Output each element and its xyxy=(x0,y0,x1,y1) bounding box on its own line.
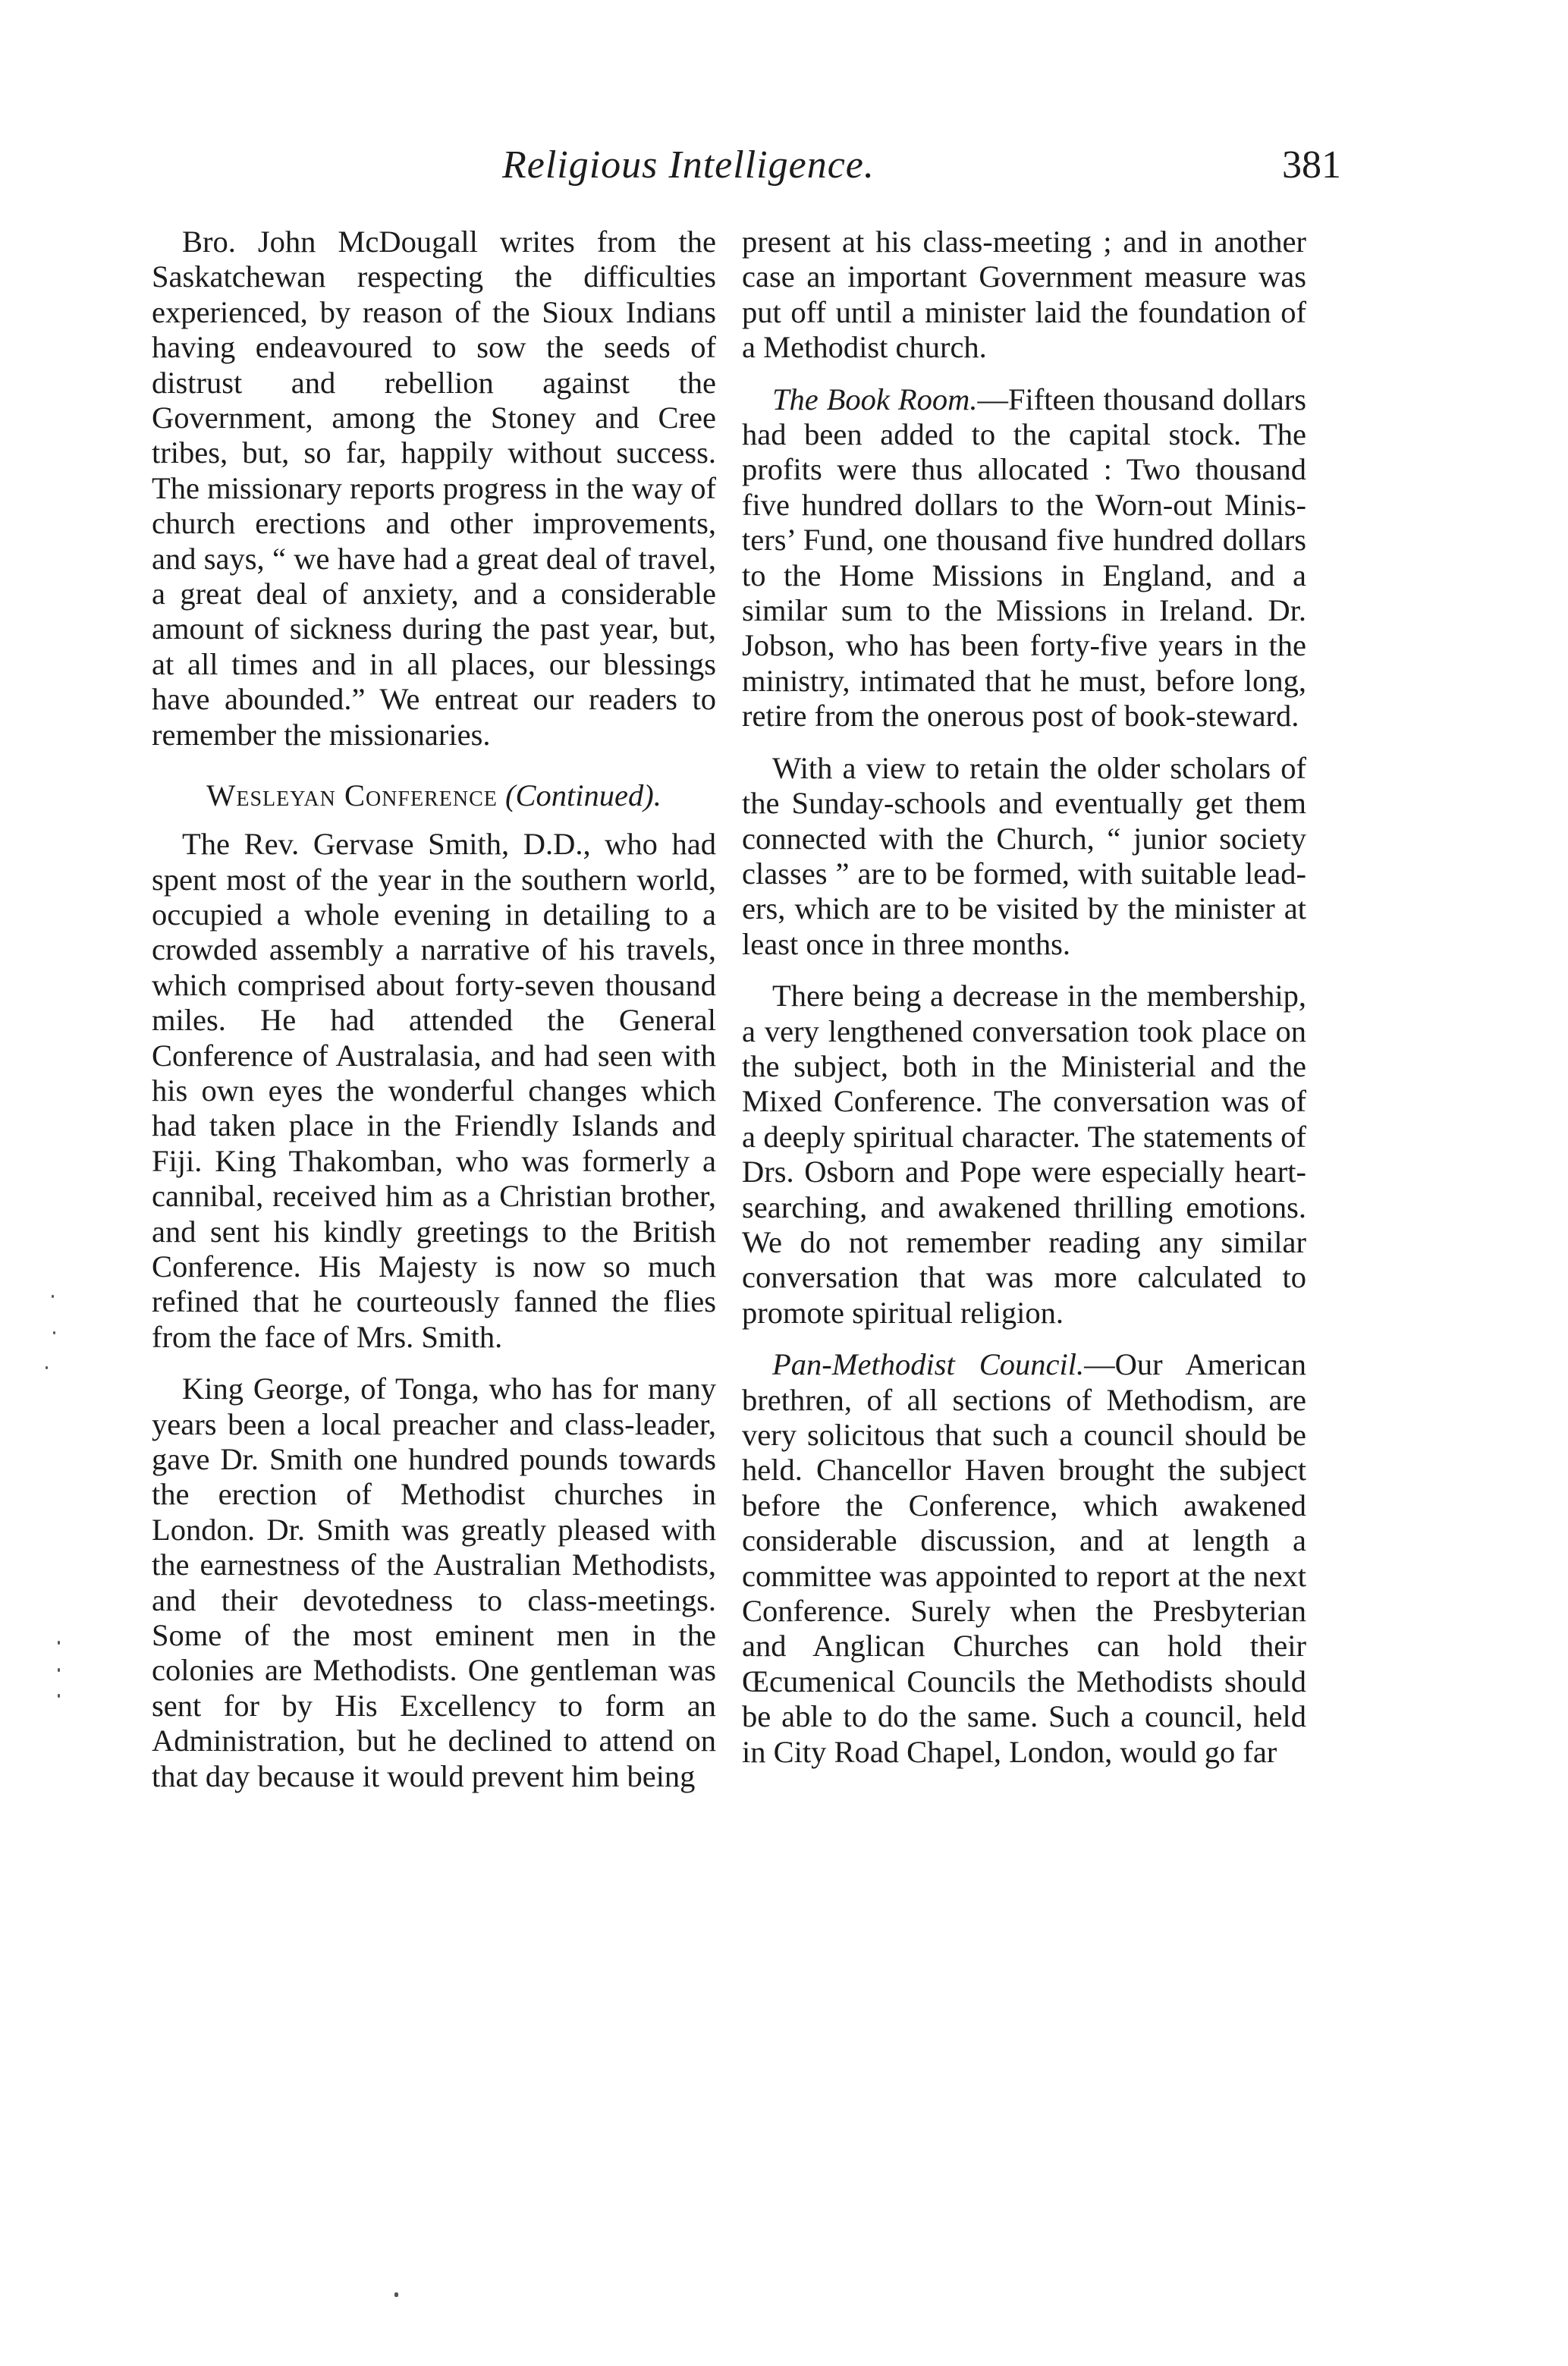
paragraph-gervase-smith: The Rev. Gervase Smith, D.D., who had spent most of the year in the southern world, occupied a whole evening in detailing to a crowded assembly a narrative of his travels, which comprised about forty-seven thousand miles. He had attended the General Conference of Australasia, and had seen with his own eyes the wonderful changes which had taken place in the Friendly Islands and Fiji. King Thakomban, who was formerly a cannibal, received him as a Christian brother, and sent his kindly greetings to the British Conference. His Majesty is now so much refined that he courteously fanned the flies from the face of Mrs. Smith. xyxy=(152,827,716,1354)
lead-in-pan-methodist: Pan-Methodist Council. xyxy=(772,1347,1085,1382)
paragraph-pan-methodist-body: —Our American brethren, of all sections of Methodism, are very solicitous that such a council should be held. Chancellor Haven brought the subject before the Conference, which awakened considerable discussion, and at length a committee was appointed to report at the next Conference. Surely when the Presbyterian and Anglican Churches can hold their Œcumenical Councils the Methodists should be able to do the same. Such a council, held in City Road Chapel, London, would go far xyxy=(742,1347,1306,1769)
paragraph-class-meeting-continued: present at his class-meeting ; and in another case an important Government measure was put off until a minister laid the foundation of a Methodist church. xyxy=(742,225,1306,365)
margin-speck xyxy=(46,1366,48,1369)
running-title: Religious Intelligence. xyxy=(502,143,875,187)
margin-speck xyxy=(58,1694,60,1698)
section-heading-continued: (Continued). xyxy=(504,778,661,813)
paragraph-mcdougall: Bro. John McDougall writes from the Saskatchewan respecting the difficulties experienced, by reason of the Sioux Indians having endeavoured to sow the seeds of distrust and rebellion against the Government, among the Stoney and Cree tribes, but, so far, happily without success. The missionary reports progress in the way of church erections and other improvements, and says, “ we have had a great deal of travel, a great deal of anxiety, and a considerable amount of sickness during the past year, but, at all times and in all places, our blessings have abounded.” We entreat our readers to remember the missionaries. xyxy=(152,225,716,752)
paragraph-book-room xyxy=(742,382,1306,734)
lead-in-book-room: The Book Room. xyxy=(772,382,978,416)
margin-speck xyxy=(58,1641,60,1645)
margin-speck xyxy=(58,1668,60,1672)
paragraph-pan-methodist xyxy=(742,1347,1306,1770)
running-head xyxy=(149,127,1341,203)
margin-speck xyxy=(52,1295,54,1298)
page-number: 381 xyxy=(1282,143,1341,187)
paragraph-membership: There being a decrease in the membership, a very lengthened conversation took place on the subject, both in the Ministerial and the Mixed Conference. The conversation was of a deeply spiritual character. The statements of Drs. Osborn and Pope were especially heart-searching, and awakened thrilling emotions. We do not remember reading any similar conversation that was more calculated to promote spiritual religion. xyxy=(742,979,1306,1330)
paragraph-junior-classes: With a view to retain the older scholars of the Sunday-schools and eventually get them connected with the Church, “ junior society classes ” are to be formed, with suitable leaders, which are to be visited by the minister at least once in three months. xyxy=(742,750,1306,961)
margin-speck xyxy=(394,2292,398,2297)
left-column xyxy=(152,225,716,1811)
right-column xyxy=(742,225,1306,1786)
section-heading-wesleyan-conference xyxy=(152,778,716,813)
paragraph-book-room-body: —Fifteen thousand dollars had been added to the capital stock. The profits were thus allocated : Two thousand five hundred dollars to the Worn-out Ministers’ Fund, one thousand five hundred dollars to the Home Missions in England, and a similar sum to the Missions in Ireland. Dr. Jobson, who has been forty-five years in the ministry, intimated that he must, before long, retire from the onerous post of book-steward. xyxy=(742,382,1307,734)
margin-speck xyxy=(53,1331,55,1334)
paragraph-king-george: King George, of Tonga, who has for many years been a local preacher and class-leader, gave Dr. Smith one hundred pounds towards the erection of Methodist churches in London. Dr. Smith was greatly pleased with the earnestness of the Australian Methodists, and their devotedness to class-meetings. Some of the most eminent men in the colonies are Methodists. One gentleman was sent for by His Excellency to form an Administration, but he declined to attend on that day because it would prevent him being xyxy=(152,1372,716,1793)
section-heading-title: Wesleyan Conference xyxy=(206,778,498,813)
